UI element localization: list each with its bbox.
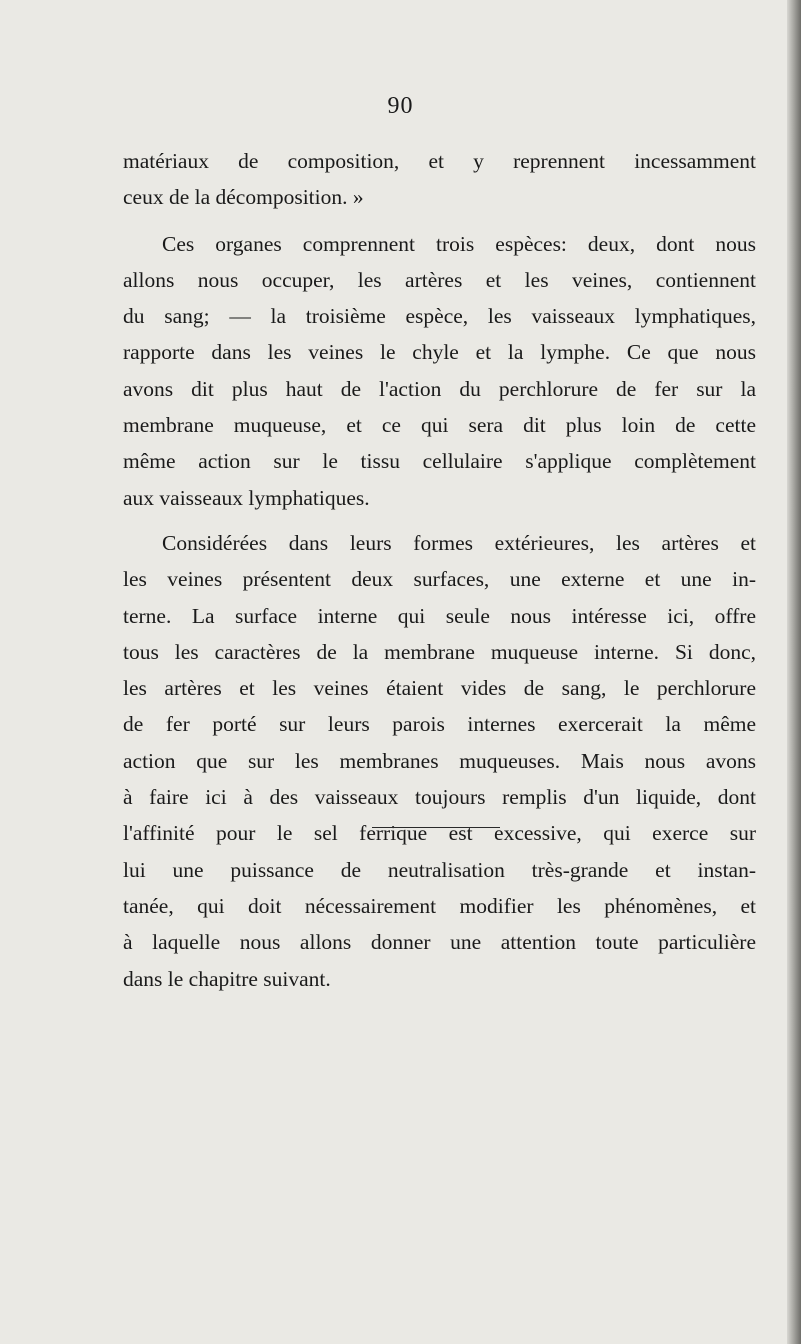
text-line: dans le chapitre suivant. xyxy=(123,966,331,991)
section-end-rule xyxy=(372,827,500,828)
text-line: tanée, qui doit nécessairement modifier les phénomènes, et xyxy=(123,893,756,918)
text-line: action que sur les membranes muqueuses. Mais nous avons xyxy=(123,748,756,773)
text-line: Ces organes comprennent trois espèces: deux, dont nous xyxy=(162,231,756,256)
text-line: de fer porté sur leurs parois internes exercerait la même xyxy=(123,712,756,737)
text-line: les artères et les veines étaient vides de sang, le perchlorure xyxy=(123,676,756,701)
paragraph-2 xyxy=(123,226,756,516)
text-line: à laquelle nous allons donner une attention toute particulière xyxy=(123,930,756,955)
text-line: ceux de la décomposition. » xyxy=(123,185,364,210)
text-line: rapporte dans les veines le chyle et la lymphe. Ce que nous xyxy=(123,340,756,365)
page-number: 90 xyxy=(387,93,414,119)
text-line: aux vaisseaux lymphatiques. xyxy=(123,485,370,510)
page-edge-shadow xyxy=(787,0,801,1344)
text-line: allons nous occuper, les artères et les veines, contiennent xyxy=(123,267,756,292)
text-line: même action sur le tissu cellulaire s'applique complètement xyxy=(123,449,756,474)
text-line: terne. La surface interne qui seule nous intéresse ici, offre xyxy=(123,603,756,628)
body-text xyxy=(123,143,756,997)
text-line: Considérées dans leurs formes extérieures, les artères et xyxy=(162,530,756,555)
paragraph-1 xyxy=(123,143,756,216)
text-line: les veines présentent deux surfaces, une externe et une in- xyxy=(123,567,756,592)
text-line: à faire ici à des vaisseaux toujours remplis d'un liquide, dont xyxy=(123,785,756,810)
paragraph-3 xyxy=(123,525,756,997)
text-line: matériaux de composition, et y reprennent incessamment xyxy=(123,149,756,173)
text-line: lui une puissance de neutralisation très-grande et instan- xyxy=(123,857,756,882)
text-line: tous les caractères de la membrane muqueuse interne. Si donc, xyxy=(123,639,756,664)
text-line: du sang; — la troisième espèce, les vaisseaux lymphatiques, xyxy=(123,304,756,329)
text-line: l'affinité pour le sel ferrique est excessive, qui exerce sur xyxy=(123,821,756,846)
text-line: membrane muqueuse, et ce qui sera dit plus loin de cette xyxy=(123,413,756,438)
text-line: avons dit plus haut de l'action du perchlorure de fer sur la xyxy=(123,376,756,401)
